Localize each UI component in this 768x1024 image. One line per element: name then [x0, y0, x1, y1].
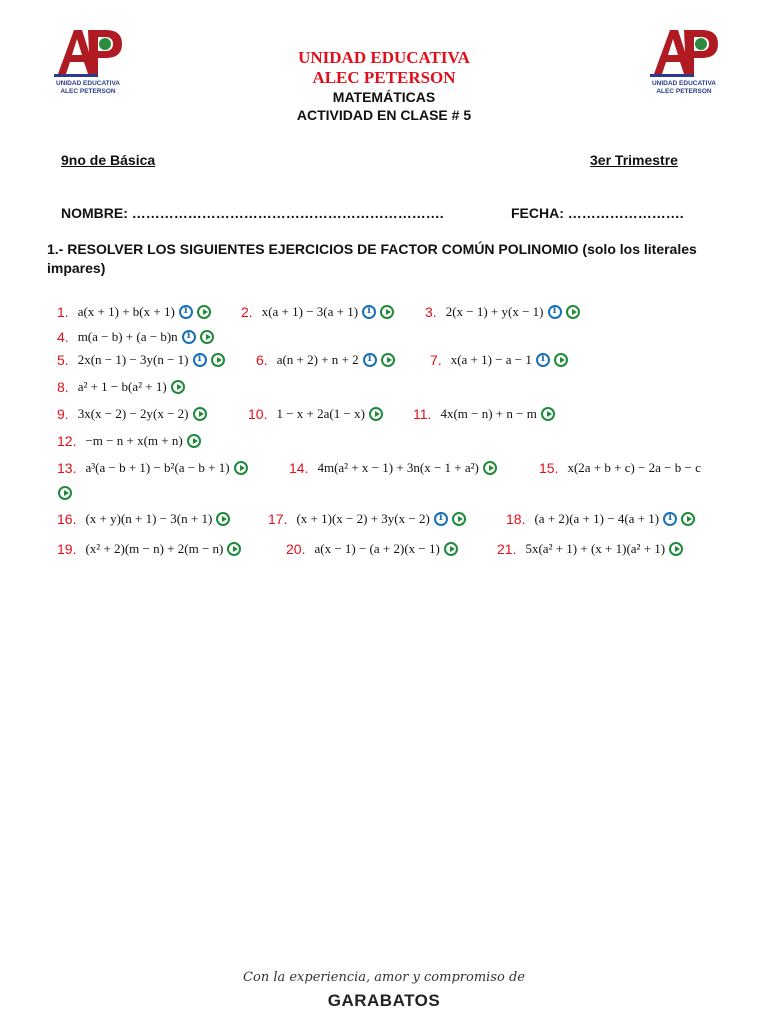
exercise-item: [57, 511, 230, 527]
logo-caption-line1: UNIDAD EDUCATIVA: [55, 80, 121, 87]
logo-caption-line2: ALEC PETERSON: [60, 87, 116, 95]
exercise-expression: a(x + 1) + b(x + 1): [77, 304, 175, 319]
exercise-number: 7.: [430, 352, 442, 368]
exercise-number: 9.: [57, 406, 69, 422]
exercise-number: 10.: [248, 406, 268, 422]
info-icon[interactable]: [182, 330, 196, 344]
exercise-item: [57, 406, 207, 422]
play-icon[interactable]: [193, 407, 207, 421]
info-icon[interactable]: [179, 305, 193, 319]
exercise-expression: m(a − b) + (a − b)n: [77, 329, 178, 344]
exercise-number: 8.: [57, 379, 69, 395]
play-icon[interactable]: [452, 512, 466, 526]
play-icon[interactable]: [681, 512, 695, 526]
exercise-item: [425, 304, 580, 320]
exercise-item: [430, 352, 568, 368]
exercise-expression: a(n + 2) + n + 2: [276, 352, 359, 367]
play-icon[interactable]: [187, 434, 201, 448]
exercise-expression: 3x(x − 2) − 2y(x − 2): [77, 406, 189, 421]
exercise-number: 11.: [413, 406, 432, 422]
play-icon[interactable]: [381, 353, 395, 367]
exercise-number: 21.: [497, 541, 517, 557]
activity-title: ACTIVIDAD EN CLASE # 5: [296, 107, 472, 123]
logo-caption-line1: UNIDAD EDUCATIVA: [651, 80, 717, 87]
exercise-expression: 4x(m − n) + n − m: [440, 406, 537, 421]
play-icon[interactable]: [444, 542, 458, 556]
exercise-number: 18.: [506, 511, 526, 527]
exercise-expression: a(x − 1) − (a + 2)(x − 1): [314, 541, 440, 556]
play-icon[interactable]: [483, 461, 497, 475]
instruction-text: 1.- RESOLVER LOS SIGUIENTES EJERCICIOS DE FACTOR COMÚN POLINOMIO (solo los literales impares): [47, 241, 697, 276]
exercise-expression: a² + 1 − b(a² + 1): [77, 379, 167, 394]
exercise-number: 12.: [57, 433, 77, 449]
grade-label: 9no de Básica: [61, 152, 156, 168]
exercise-item: [248, 406, 383, 422]
info-icon[interactable]: [536, 353, 550, 367]
play-icon[interactable]: [200, 330, 214, 344]
exercise-item: [256, 352, 395, 368]
info-icon[interactable]: [548, 305, 562, 319]
exercise-item: [241, 304, 394, 320]
logo-caption-line2: ALEC PETERSON: [656, 87, 712, 95]
exercise-number: 16.: [57, 511, 77, 527]
play-icon[interactable]: [541, 407, 555, 421]
exercise-item: [268, 511, 466, 527]
info-icon[interactable]: [193, 353, 207, 367]
exercise-item: [57, 433, 201, 449]
exercise-expression: 5x(a² + 1) + (x + 1)(a² + 1): [525, 541, 666, 556]
play-icon[interactable]: [197, 305, 211, 319]
exercise-expression: 1 − x + 2a(1 − x): [276, 406, 365, 421]
exercise-number: 20.: [286, 541, 306, 557]
exercise-item: [57, 541, 241, 557]
info-icon[interactable]: [663, 512, 677, 526]
exercise-item: [57, 352, 225, 368]
exercise-item: [286, 541, 458, 557]
play-icon[interactable]: [669, 542, 683, 556]
exercise-expression: 2x(n − 1) − 3y(n − 1): [77, 352, 189, 367]
info-icon[interactable]: [363, 353, 377, 367]
exercise-number: 3.: [425, 304, 437, 320]
term-label: 3er Trimestre: [590, 152, 678, 168]
exercise-expression: x(a + 1) − 3(a + 1): [261, 304, 359, 319]
play-icon[interactable]: [227, 542, 241, 556]
exercise-item: [506, 511, 695, 527]
exercise-number: 4.: [57, 329, 69, 345]
exercise-number: 2.: [241, 304, 253, 320]
exercise-number: 15.: [539, 460, 559, 476]
exercise-item: [57, 460, 248, 476]
exercise-expression: (a + 2)(a + 1) − 4(a + 1): [534, 511, 660, 526]
subject-title: MATEMÁTICAS: [332, 89, 436, 105]
play-icon[interactable]: [369, 407, 383, 421]
exercise-item: [497, 541, 683, 557]
exercise-expression: (x + 1)(x − 2) + 3y(x − 2): [296, 511, 430, 526]
exercise-item-continued: [57, 486, 72, 500]
exercise-expression: 2(x − 1) + y(x − 1): [445, 304, 544, 319]
play-icon[interactable]: [58, 486, 72, 500]
exercise-expression: x(a + 1) − a − 1: [450, 352, 532, 367]
play-icon[interactable]: [171, 380, 185, 394]
exercise-expression: a³(a − b + 1) − b²(a − b + 1): [85, 460, 230, 475]
exercise-number: 14.: [289, 460, 309, 476]
play-icon[interactable]: [211, 353, 225, 367]
exercise-item: [413, 406, 555, 422]
exercise-expression: (x² + 2)(m − n) + 2(m − n): [85, 541, 224, 556]
exercise-number: 17.: [268, 511, 288, 527]
school-name-line1: UNIDAD EDUCATIVA: [298, 48, 470, 67]
exercise-number: 19.: [57, 541, 77, 557]
exercise-expression: 4m(a² + x − 1) + 3n(x − 1 + a²): [317, 460, 479, 475]
exercise-item: [57, 329, 214, 345]
exercise-number: 13.: [57, 460, 77, 476]
exercise-number: 6.: [256, 352, 268, 368]
date-field: FECHA: …………………….: [511, 205, 684, 221]
school-name-line2: ALEC PETERSON: [312, 68, 456, 87]
footer-tagline: Con la experiencia, amor y compromiso de: [243, 970, 525, 985]
exercise-number: 5.: [57, 352, 69, 368]
info-icon[interactable]: [434, 512, 448, 526]
play-icon[interactable]: [380, 305, 394, 319]
exercise-item: [57, 379, 185, 395]
play-icon[interactable]: [554, 353, 568, 367]
name-field: NOMBRE: ………………………………………………………….: [61, 205, 444, 221]
info-icon[interactable]: [362, 305, 376, 319]
exercise-number: 1.: [57, 304, 69, 320]
play-icon[interactable]: [216, 512, 230, 526]
exercise-expression: −m − n + x(m + n): [85, 433, 183, 448]
play-icon[interactable]: [566, 305, 580, 319]
exercise-expression: x(2a + b + c) − 2a − b − c: [567, 460, 701, 475]
exercise-item: [57, 304, 211, 320]
exercise-item: [539, 460, 701, 476]
exercise-item: [289, 460, 497, 476]
exercise-expression: (x + y)(n + 1) − 3(n + 1): [85, 511, 213, 526]
play-icon[interactable]: [234, 461, 248, 475]
footer-brand: GARABATOS: [327, 991, 441, 1010]
